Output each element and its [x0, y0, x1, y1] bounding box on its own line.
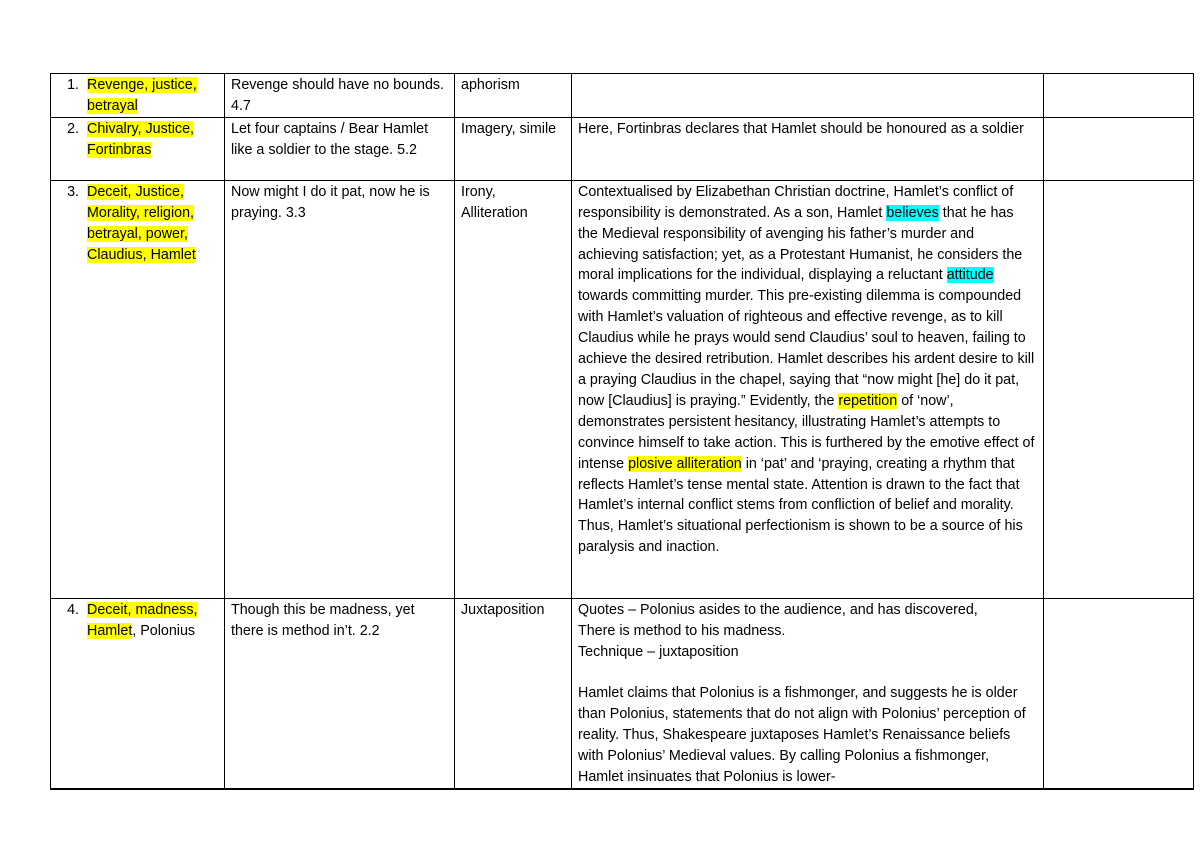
table-row	[51, 74, 1194, 118]
highlight-attitude: attitude	[946, 267, 994, 284]
technique-cell: Imagery, simile	[455, 117, 572, 180]
themes-cell	[51, 180, 225, 598]
table-row	[51, 117, 1194, 180]
analysis-text: that he has the Medieval responsibility of avenging his father’s murder and achieving satisfaction; yet, as a Protestant Humanist, he considers the moral implications for the individual, displaying a reluctant	[578, 204, 1023, 284]
themes-cell	[51, 117, 225, 180]
notes-cell	[1044, 180, 1194, 598]
themes-highlight: Chivalry, Justice, Fortinbras	[87, 120, 194, 158]
themes-highlight: Revenge, justice, betrayal	[87, 77, 197, 114]
table-row	[51, 598, 1194, 789]
row-number: 1.	[67, 77, 79, 93]
themes-text	[87, 600, 218, 642]
analysis-cell	[572, 598, 1044, 789]
table-row	[51, 180, 1194, 598]
row-number: 4.	[67, 601, 79, 618]
themes-rest: , Polonius	[132, 622, 196, 639]
analysis-cell: Here, Fortinbras declares that Hamlet should be honoured as a soldier	[572, 117, 1044, 180]
notes-cell	[1044, 598, 1194, 789]
technique-cell: Juxtaposition	[455, 598, 572, 789]
row-number: 3.	[67, 183, 79, 200]
highlight-believes: believes	[886, 204, 939, 221]
analysis-line: Quotes – Polonius asides to the audience, and has discovered,	[578, 601, 978, 618]
analysis-text: towards committing murder. This pre-existing dilemma is compounded with Hamlet’s valuation of righteous and effective revenge, as to kill Claudius while he prays would send Claudius’ soul to heaven, failing to achieve the desired retribution. Hamlet describes his ardent desire to kill a praying Claudius in the chapel, saying that “now might [he] do it pat, now [Claudius] is praying.” Evidently, the	[578, 288, 1035, 409]
quote-cell: Revenge should have no bounds. 4.7	[225, 74, 455, 118]
analysis-cell	[572, 180, 1044, 598]
analysis-text: in ‘pat’ and ‘praying, creating a rhythm that reflects Hamlet’s tense mental state. Attention is drawn to the fact that Hamlet’s internal conflict stems from confliction of belief and morality. Thus, Hamlet’s situational perfectionism is shown to be a source of his paralysis and inaction.	[578, 455, 1023, 556]
quote-cell: Though this be madness, yet there is method in’t. 2.2	[225, 598, 455, 789]
analysis-text: Contextualised by Elizabethan Christian doctrine, Hamlet’s conflict of responsibility is demonstrated. As a son, Hamlet	[578, 183, 1014, 221]
themes-highlight: Deceit, Justice, Morality, religion, betrayal, power, Claudius, Hamlet	[87, 183, 196, 263]
analysis-cell	[572, 74, 1044, 118]
themes-cell	[51, 74, 225, 118]
themes-cell	[51, 598, 225, 789]
highlight-plosive-alliteration: plosive alliteration	[628, 455, 742, 472]
highlight-repetition: repetition	[838, 392, 898, 409]
themes-text	[87, 119, 218, 161]
notes-cell	[1044, 74, 1194, 118]
technique-cell: Irony, Alliteration	[455, 180, 572, 598]
quote-cell: Now might I do it pat, now he is praying. 3.3	[225, 180, 455, 598]
analysis-line: Technique – juxtaposition	[578, 643, 739, 660]
themes-text	[87, 182, 218, 266]
technique-cell: aphorism	[455, 74, 572, 118]
blank-line	[578, 663, 1037, 684]
themes-highlight: Deceit, madness, Hamlet	[87, 601, 198, 639]
quote-cell: Let four captains / Bear Hamlet like a soldier to the stage. 5.2	[225, 117, 455, 180]
themes-text	[87, 75, 218, 117]
notes-cell	[1044, 117, 1194, 180]
analysis-table	[50, 73, 1194, 790]
analysis-text: of ‘now’, demonstrates persistent hesitancy, illustrating Hamlet’s attempts to convince himself to take action. This is furthered by the emotive effect of intense	[578, 392, 1035, 472]
analysis-paragraph: Hamlet claims that Polonius is a fishmonger, and suggests he is older than Polonius, statements that do not align with Polonius’ perception of reality. Thus, Shakespeare juxtaposes Hamlet’s Renaissance beliefs with Polonius’ Medieval values. By calling Polonius a fishmonger, Hamlet insinuates that Polonius is lower-	[578, 685, 1026, 786]
analysis-line: There is method to his madness.	[578, 622, 786, 639]
row-number: 2.	[67, 120, 79, 137]
